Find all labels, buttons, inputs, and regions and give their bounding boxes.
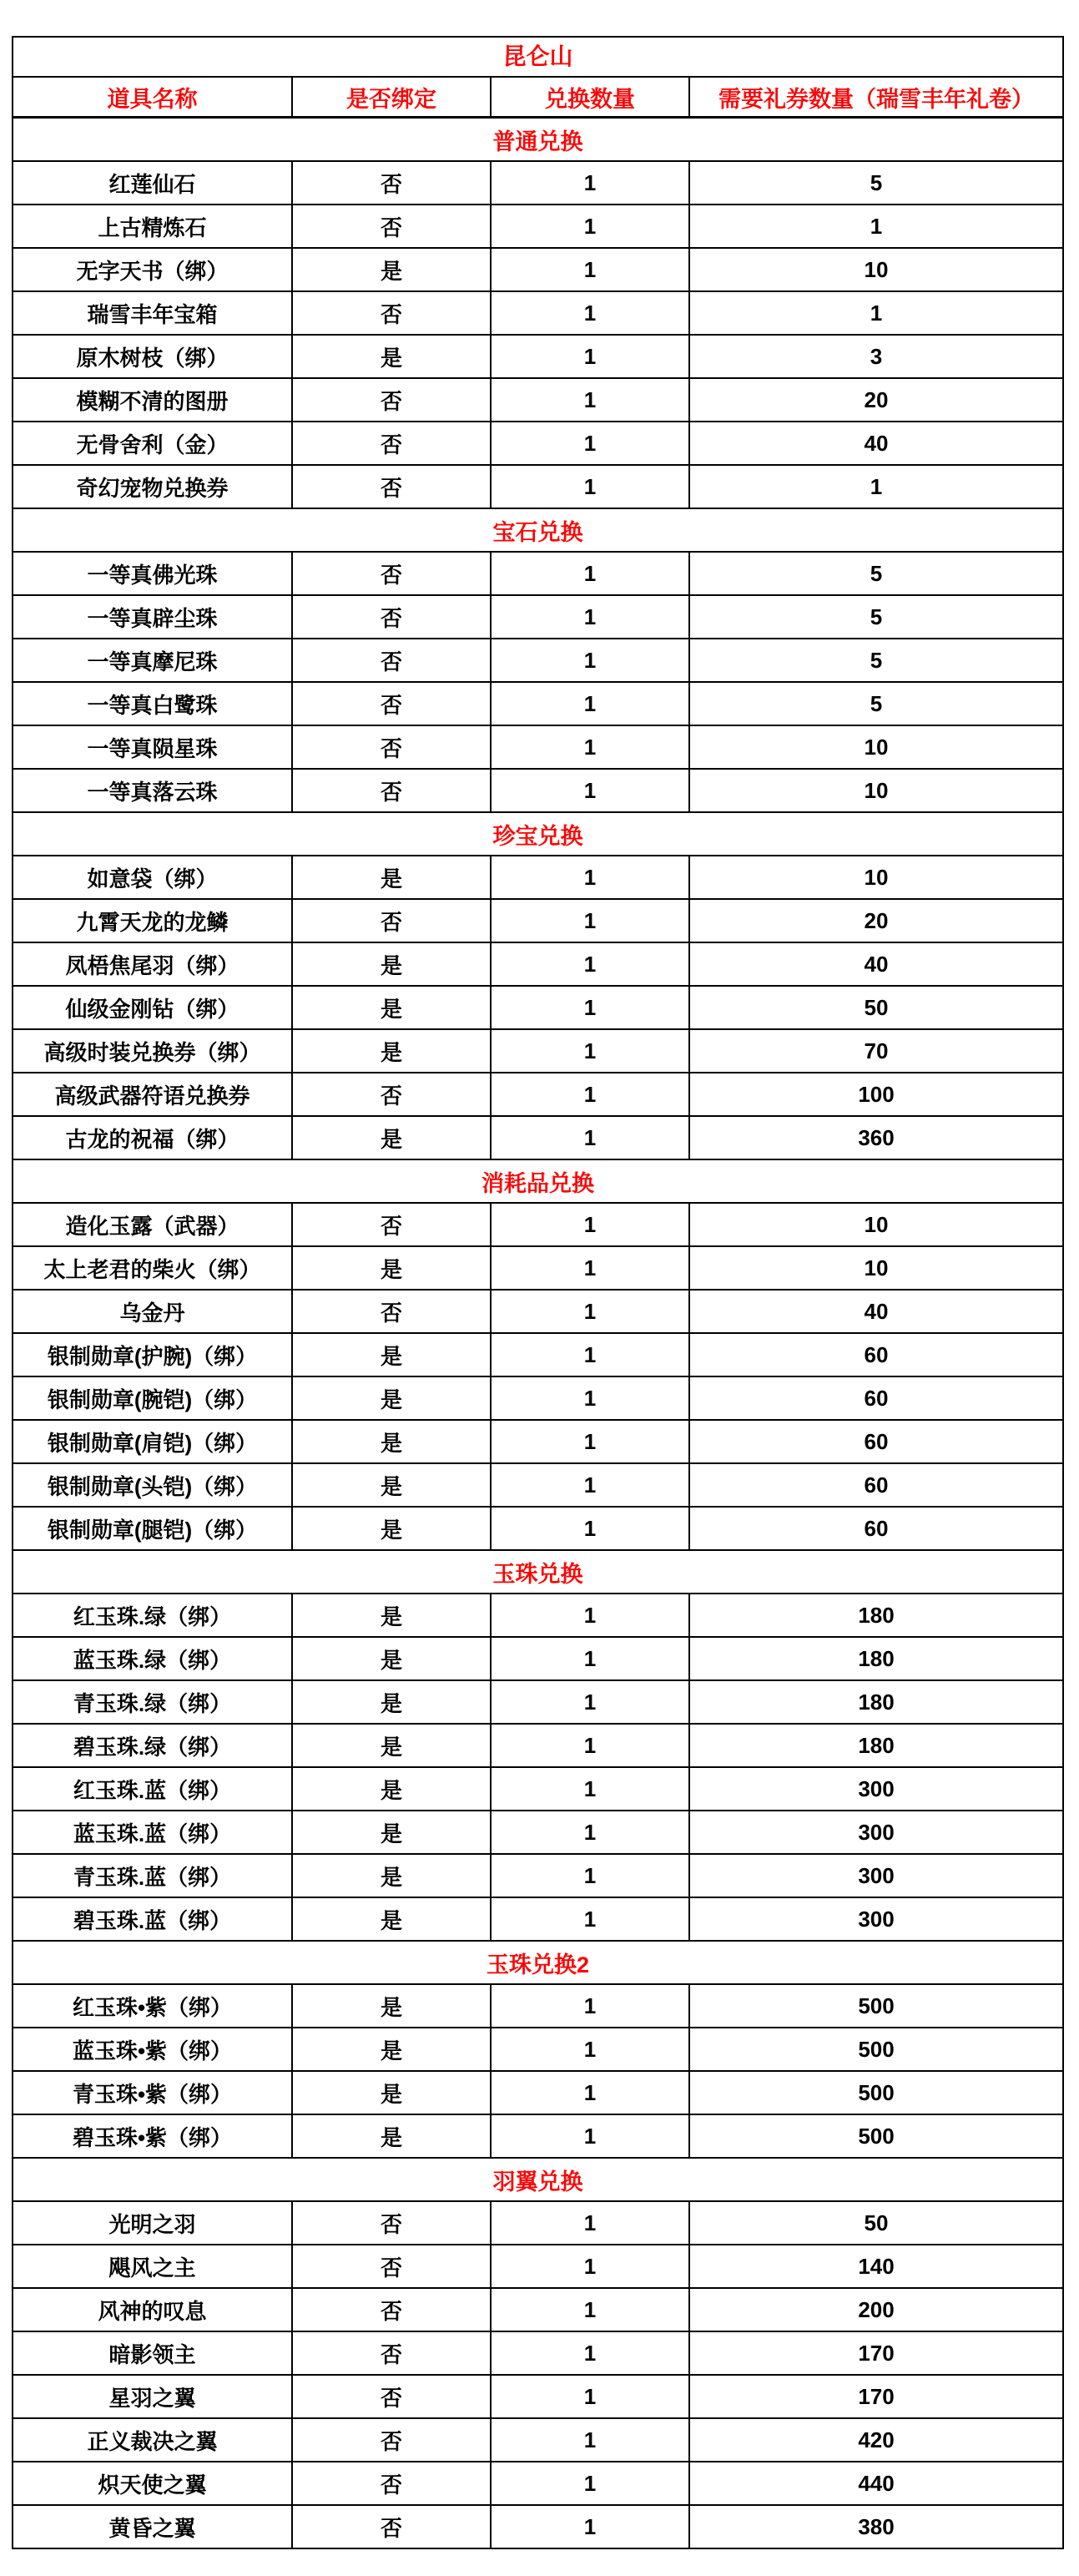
cost-cell: 300 <box>689 1854 1063 1897</box>
qty-cell: 1 <box>491 1073 689 1116</box>
bound-cell: 否 <box>292 2245 491 2288</box>
bound-cell: 是 <box>292 1507 491 1550</box>
item-name-cell: 红玉珠.蓝（绑） <box>13 1767 292 1811</box>
qty-cell: 1 <box>491 1811 689 1854</box>
table-row <box>13 1724 1063 1767</box>
bound-cell: 否 <box>292 422 491 465</box>
item-name-cell: 如意袋（绑） <box>13 856 292 899</box>
table-row <box>13 942 1063 986</box>
qty-cell: 1 <box>491 1680 689 1724</box>
item-name-cell: 一等真佛光珠 <box>13 552 292 595</box>
table-row <box>13 1767 1063 1811</box>
cost-cell: 170 <box>689 2331 1063 2375</box>
item-name-cell: 一等真摩尼珠 <box>13 639 292 682</box>
item-name-cell: 瑞雪丰年宝箱 <box>13 291 292 335</box>
qty-cell: 1 <box>491 2418 689 2462</box>
qty-cell: 1 <box>491 986 689 1029</box>
qty-cell: 1 <box>491 2028 689 2071</box>
qty-cell: 1 <box>491 1376 689 1420</box>
section-header: 消耗品兑换 <box>13 1159 1063 1203</box>
col-header-is-bound: 是否绑定 <box>292 77 491 118</box>
item-name-cell: 炽天使之翼 <box>13 2462 292 2505</box>
qty-cell: 1 <box>491 1333 689 1376</box>
qty-cell: 1 <box>491 2288 689 2331</box>
cost-cell: 200 <box>689 2288 1063 2331</box>
table-title: 昆仑山 <box>13 37 1063 77</box>
cost-cell: 140 <box>689 2245 1063 2288</box>
bound-cell: 是 <box>292 1420 491 1463</box>
section-header: 普通兑换 <box>13 118 1063 162</box>
bound-cell: 否 <box>292 1073 491 1116</box>
table-row <box>13 2418 1063 2462</box>
section-header: 玉珠兑换 <box>13 1550 1063 1594</box>
table-row <box>13 2331 1063 2375</box>
item-name-cell: 模糊不清的图册 <box>13 378 292 422</box>
table-row <box>13 725 1063 769</box>
table-row <box>13 248 1063 291</box>
cost-cell: 500 <box>689 2114 1063 2158</box>
qty-cell: 1 <box>491 1246 689 1290</box>
bound-cell: 是 <box>292 1724 491 1767</box>
qty-cell: 1 <box>491 2245 689 2288</box>
item-name-cell: 星羽之翼 <box>13 2375 292 2418</box>
table-row <box>13 378 1063 422</box>
table-row <box>13 769 1063 812</box>
table-row <box>13 856 1063 899</box>
item-name-cell: 蓝玉珠.绿（绑） <box>13 1637 292 1680</box>
cost-cell: 300 <box>689 1811 1063 1854</box>
cost-cell: 300 <box>689 1897 1063 1941</box>
bound-cell: 是 <box>292 1897 491 1941</box>
bound-cell: 否 <box>292 2505 491 2548</box>
cost-cell: 380 <box>689 2505 1063 2548</box>
cost-cell: 10 <box>689 1246 1063 1290</box>
bound-cell: 是 <box>292 1984 491 2028</box>
cost-cell: 500 <box>689 1984 1063 2028</box>
qty-cell: 1 <box>491 899 689 942</box>
bound-cell: 是 <box>292 856 491 899</box>
bound-cell: 否 <box>292 1203 491 1246</box>
cost-cell: 40 <box>689 942 1063 986</box>
qty-cell: 1 <box>491 378 689 422</box>
item-name-cell: 银制勋章(腕铠)（绑） <box>13 1376 292 1420</box>
bound-cell: 否 <box>292 899 491 942</box>
qty-cell: 1 <box>491 205 689 248</box>
item-name-cell: 造化玉露（武器） <box>13 1203 292 1246</box>
bound-cell: 否 <box>292 2288 491 2331</box>
cost-cell: 3 <box>689 335 1063 378</box>
col-header-ticket-cost: 需要礼券数量（瑞雪丰年礼卷） <box>689 77 1063 118</box>
cost-cell: 5 <box>689 639 1063 682</box>
bound-cell: 否 <box>292 1290 491 1333</box>
table-row <box>13 1984 1063 2028</box>
section-row <box>13 2158 1063 2201</box>
cost-cell: 300 <box>689 1767 1063 1811</box>
item-name-cell: 一等真落云珠 <box>13 769 292 812</box>
section-row <box>13 118 1063 162</box>
table-row <box>13 2201 1063 2245</box>
bound-cell: 是 <box>292 2071 491 2114</box>
cost-cell: 180 <box>689 1637 1063 1680</box>
item-name-cell: 银制勋章(腿铠)（绑） <box>13 1507 292 1550</box>
cost-cell: 5 <box>689 552 1063 595</box>
qty-cell: 1 <box>491 682 689 725</box>
item-name-cell: 碧玉珠.蓝（绑） <box>13 1897 292 1941</box>
item-name-cell: 太上老君的柴火（绑） <box>13 1246 292 1290</box>
bound-cell: 是 <box>292 1376 491 1420</box>
bound-cell: 是 <box>292 942 491 986</box>
qty-cell: 1 <box>491 2505 689 2548</box>
qty-cell: 1 <box>491 769 689 812</box>
table-row <box>13 465 1063 508</box>
qty-cell: 1 <box>491 595 689 639</box>
cost-cell: 5 <box>689 161 1063 205</box>
col-header-item-name: 道具名称 <box>13 77 292 118</box>
section-row <box>13 1159 1063 1203</box>
table-row <box>13 1637 1063 1680</box>
bound-cell: 是 <box>292 1637 491 1680</box>
qty-cell: 1 <box>491 1724 689 1767</box>
bound-cell: 否 <box>292 2375 491 2418</box>
table-row <box>13 422 1063 465</box>
item-name-cell: 碧玉珠.绿（绑） <box>13 1724 292 1767</box>
title-row <box>13 37 1063 77</box>
cost-cell: 420 <box>689 2418 1063 2462</box>
cost-cell: 10 <box>689 856 1063 899</box>
bound-cell: 否 <box>292 2418 491 2462</box>
item-name-cell: 高级武器符语兑换券 <box>13 1073 292 1116</box>
qty-cell: 1 <box>491 422 689 465</box>
table-row <box>13 1290 1063 1333</box>
table-row <box>13 2245 1063 2288</box>
table-row <box>13 1246 1063 1290</box>
cost-cell: 440 <box>689 2462 1063 2505</box>
section-row <box>13 1550 1063 1594</box>
qty-cell: 1 <box>491 2462 689 2505</box>
cost-cell: 5 <box>689 595 1063 639</box>
item-name-cell: 飓风之主 <box>13 2245 292 2288</box>
table-row <box>13 1116 1063 1159</box>
qty-cell: 1 <box>491 639 689 682</box>
bound-cell: 否 <box>292 378 491 422</box>
item-name-cell: 风神的叹息 <box>13 2288 292 2331</box>
table-row <box>13 2288 1063 2331</box>
item-name-cell: 原木树枝（绑） <box>13 335 292 378</box>
bound-cell: 是 <box>292 1463 491 1507</box>
table-row <box>13 2114 1063 2158</box>
cost-cell: 500 <box>689 2071 1063 2114</box>
section-row <box>13 812 1063 856</box>
cost-cell: 10 <box>689 1203 1063 1246</box>
bound-cell: 否 <box>292 725 491 769</box>
table-row <box>13 1029 1063 1073</box>
table-row <box>13 1333 1063 1376</box>
section-row <box>13 1941 1063 1984</box>
table-row <box>13 1073 1063 1116</box>
cost-cell: 60 <box>689 1507 1063 1550</box>
table-row <box>13 1507 1063 1550</box>
table-row <box>13 335 1063 378</box>
table-row <box>13 1897 1063 1941</box>
bound-cell: 是 <box>292 1854 491 1897</box>
cost-cell: 5 <box>689 682 1063 725</box>
cost-cell: 40 <box>689 422 1063 465</box>
cost-cell: 50 <box>689 986 1063 1029</box>
table-row <box>13 639 1063 682</box>
cost-cell: 180 <box>689 1594 1063 1637</box>
item-name-cell: 一等真陨星珠 <box>13 725 292 769</box>
cost-cell: 180 <box>689 1680 1063 1724</box>
table-row <box>13 2071 1063 2114</box>
bound-cell: 否 <box>292 161 491 205</box>
cost-cell: 1 <box>689 291 1063 335</box>
bound-cell: 否 <box>292 2462 491 2505</box>
item-name-cell: 银制勋章(护腕)（绑） <box>13 1333 292 1376</box>
bound-cell: 是 <box>292 1767 491 1811</box>
item-name-cell: 红玉珠•紫（绑） <box>13 1984 292 2028</box>
table-row <box>13 1854 1063 1897</box>
cost-cell: 10 <box>689 725 1063 769</box>
qty-cell: 1 <box>491 1029 689 1073</box>
bound-cell: 是 <box>292 1116 491 1159</box>
cost-cell: 50 <box>689 2201 1063 2245</box>
cost-cell: 60 <box>689 1463 1063 1507</box>
item-name-cell: 青玉珠.蓝（绑） <box>13 1854 292 1897</box>
bound-cell: 是 <box>292 1680 491 1724</box>
bound-cell: 是 <box>292 1246 491 1290</box>
table-row <box>13 682 1063 725</box>
item-name-cell: 九霄天龙的龙鳞 <box>13 899 292 942</box>
section-header: 玉珠兑换2 <box>13 1941 1063 1984</box>
bound-cell: 否 <box>292 291 491 335</box>
qty-cell: 1 <box>491 2201 689 2245</box>
cost-cell: 100 <box>689 1073 1063 1116</box>
qty-cell: 1 <box>491 2331 689 2375</box>
qty-cell: 1 <box>491 1420 689 1463</box>
table-row <box>13 2028 1063 2071</box>
table-row <box>13 1594 1063 1637</box>
item-name-cell: 青玉珠•紫（绑） <box>13 2071 292 2114</box>
table-row <box>13 1811 1063 1854</box>
bound-cell: 否 <box>292 552 491 595</box>
col-header-exchange-qty: 兑换数量 <box>491 77 689 118</box>
bound-cell: 是 <box>292 2028 491 2071</box>
table-row <box>13 205 1063 248</box>
table-row <box>13 2462 1063 2505</box>
section-header: 珍宝兑换 <box>13 812 1063 856</box>
item-name-cell: 红莲仙石 <box>13 161 292 205</box>
qty-cell: 1 <box>491 1290 689 1333</box>
qty-cell: 1 <box>491 1203 689 1246</box>
item-name-cell: 无字天书（绑） <box>13 248 292 291</box>
item-name-cell: 古龙的祝福（绑） <box>13 1116 292 1159</box>
qty-cell: 1 <box>491 1463 689 1507</box>
bound-cell: 否 <box>292 769 491 812</box>
qty-cell: 1 <box>491 2375 689 2418</box>
item-name-cell: 凤梧焦尾羽（绑） <box>13 942 292 986</box>
cost-cell: 170 <box>689 2375 1063 2418</box>
bound-cell: 否 <box>292 2331 491 2375</box>
qty-cell: 1 <box>491 1854 689 1897</box>
cost-cell: 40 <box>689 1290 1063 1333</box>
bound-cell: 是 <box>292 986 491 1029</box>
table-row <box>13 291 1063 335</box>
qty-cell: 1 <box>491 856 689 899</box>
table-row <box>13 986 1063 1029</box>
item-name-cell: 一等真辟尘珠 <box>13 595 292 639</box>
item-name-cell: 银制勋章(头铠)（绑） <box>13 1463 292 1507</box>
bound-cell: 否 <box>292 595 491 639</box>
qty-cell: 1 <box>491 1897 689 1941</box>
qty-cell: 1 <box>491 1507 689 1550</box>
table-body <box>13 118 1063 2549</box>
item-name-cell: 奇幻宠物兑换券 <box>13 465 292 508</box>
cost-cell: 10 <box>689 248 1063 291</box>
cost-cell: 1 <box>689 465 1063 508</box>
cost-cell: 180 <box>689 1724 1063 1767</box>
table-row <box>13 595 1063 639</box>
item-name-cell: 高级时装兑换券（绑） <box>13 1029 292 1073</box>
item-name-cell: 红玉珠.绿（绑） <box>13 1594 292 1637</box>
qty-cell: 1 <box>491 291 689 335</box>
item-name-cell: 乌金丹 <box>13 1290 292 1333</box>
item-name-cell: 无骨舍利（金） <box>13 422 292 465</box>
item-name-cell: 蓝玉珠•紫（绑） <box>13 2028 292 2071</box>
qty-cell: 1 <box>491 248 689 291</box>
table-row <box>13 1420 1063 1463</box>
bound-cell: 否 <box>292 465 491 508</box>
qty-cell: 1 <box>491 465 689 508</box>
item-name-cell: 暗影领主 <box>13 2331 292 2375</box>
cost-cell: 1 <box>689 205 1063 248</box>
table-row <box>13 1376 1063 1420</box>
bound-cell: 是 <box>292 1029 491 1073</box>
item-name-cell: 青玉珠.绿（绑） <box>13 1680 292 1724</box>
item-name-cell: 仙级金刚钻（绑） <box>13 986 292 1029</box>
qty-cell: 1 <box>491 1767 689 1811</box>
item-name-cell: 碧玉珠•紫（绑） <box>13 2114 292 2158</box>
qty-cell: 1 <box>491 1594 689 1637</box>
cost-cell: 60 <box>689 1376 1063 1420</box>
qty-cell: 1 <box>491 2114 689 2158</box>
bound-cell: 是 <box>292 335 491 378</box>
bound-cell: 否 <box>292 205 491 248</box>
qty-cell: 1 <box>491 552 689 595</box>
qty-cell: 1 <box>491 942 689 986</box>
table-row <box>13 1203 1063 1246</box>
table-row <box>13 2375 1063 2418</box>
bound-cell: 是 <box>292 1594 491 1637</box>
bound-cell: 是 <box>292 1333 491 1376</box>
qty-cell: 1 <box>491 335 689 378</box>
section-header: 羽翼兑换 <box>13 2158 1063 2201</box>
bound-cell: 是 <box>292 1811 491 1854</box>
item-name-cell: 光明之羽 <box>13 2201 292 2245</box>
bound-cell: 是 <box>292 248 491 291</box>
table-row <box>13 161 1063 205</box>
cost-cell: 70 <box>689 1029 1063 1073</box>
cost-cell: 20 <box>689 899 1063 942</box>
cost-cell: 360 <box>689 1116 1063 1159</box>
qty-cell: 1 <box>491 725 689 769</box>
section-header: 宝石兑换 <box>13 508 1063 552</box>
item-name-cell: 正义裁决之翼 <box>13 2418 292 2462</box>
table-row <box>13 2505 1063 2548</box>
bound-cell: 否 <box>292 2201 491 2245</box>
table-row <box>13 1680 1063 1724</box>
item-name-cell: 蓝玉珠.蓝（绑） <box>13 1811 292 1854</box>
exchange-table <box>12 36 1064 2549</box>
cost-cell: 500 <box>689 2028 1063 2071</box>
qty-cell: 1 <box>491 1116 689 1159</box>
item-name-cell: 一等真白鹭珠 <box>13 682 292 725</box>
table-row <box>13 552 1063 595</box>
section-row <box>13 508 1063 552</box>
qty-cell: 1 <box>491 2071 689 2114</box>
cost-cell: 60 <box>689 1420 1063 1463</box>
qty-cell: 1 <box>491 1984 689 2028</box>
table-row <box>13 1463 1063 1507</box>
cost-cell: 10 <box>689 769 1063 812</box>
bound-cell: 是 <box>292 2114 491 2158</box>
qty-cell: 1 <box>491 1637 689 1680</box>
item-name-cell: 银制勋章(肩铠)（绑） <box>13 1420 292 1463</box>
bound-cell: 否 <box>292 639 491 682</box>
item-name-cell: 黄昏之翼 <box>13 2505 292 2548</box>
item-name-cell: 上古精炼石 <box>13 205 292 248</box>
cost-cell: 20 <box>689 378 1063 422</box>
table-row <box>13 899 1063 942</box>
cost-cell: 60 <box>689 1333 1063 1376</box>
header-row <box>13 77 1063 118</box>
qty-cell: 1 <box>491 161 689 205</box>
bound-cell: 否 <box>292 682 491 725</box>
